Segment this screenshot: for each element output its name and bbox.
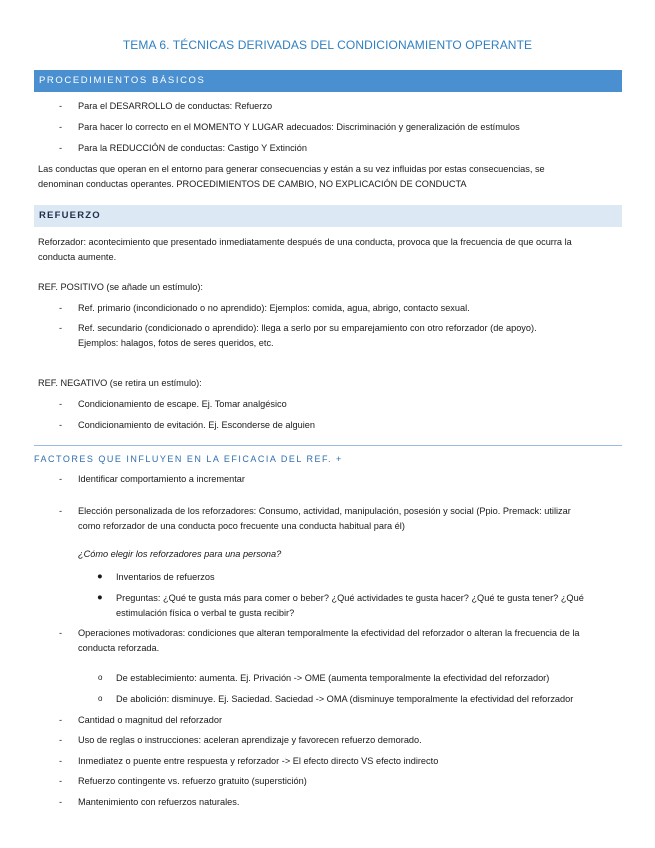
dash-marker: - <box>59 506 63 516</box>
list-item: Para la REDUCCIÓN de conductas: Castigo Y Extinción <box>78 143 307 153</box>
dash-marker: - <box>59 715 63 725</box>
bullet-marker: ● <box>97 592 103 603</box>
section-heading-factores: FACTORES QUE INFLUYEN EN LA EFICACIA DEL REF. + <box>34 445 622 468</box>
dash-marker: - <box>59 303 63 313</box>
list-item: Operaciones motivadoras: condiciones que alteran temporalmente la efectividad del reforzador o alteran la frecuencia de la <box>78 628 580 638</box>
question-text: ¿Cómo elegir los reforzadores para una persona? <box>78 549 282 559</box>
subheading-negative: REF. NEGATIVO (se retira un estímulo): <box>38 378 202 388</box>
dash-marker: - <box>59 122 63 132</box>
list-item: Cantidad o magnitud del reforzador <box>78 715 223 725</box>
bullet-item: Preguntas: ¿Qué te gusta más para comer o beber? ¿Qué actividades te gusta hacer? ¿Qué te gusta tener? ¿Qué <box>116 593 584 603</box>
dash-marker: - <box>59 399 63 409</box>
section-heading-refuerzo: REFUERZO <box>34 205 622 227</box>
dash-marker: - <box>59 323 63 333</box>
section-heading-procedimientos: PROCEDIMIENTOS BÁSICOS <box>34 70 622 92</box>
dash-marker: - <box>59 628 63 638</box>
dash-marker: - <box>59 735 63 745</box>
paragraph-line: denominan conductas operantes. PROCEDIMIENTOS DE CAMBIO, NO EXPLICACIÓN DE CONDUCTA <box>38 179 467 189</box>
bullet-item-continuation: estimulación física o verbal te gusta recibir? <box>116 608 295 618</box>
dash-marker: - <box>59 420 63 430</box>
subheading-positive: REF. POSITIVO (se añade un estímulo): <box>38 282 203 292</box>
paragraph-line: Las conductas que operan en el entorno para generar consecuencias y están a su vez influidas por estas consecuencias, se <box>38 164 545 174</box>
dash-marker: - <box>59 101 63 111</box>
list-item: Ref. secundario (condicionado o aprendido): llega a serlo por su emparejamiento con otro reforzador (de apoyo). <box>78 323 537 333</box>
dash-marker: - <box>59 143 63 153</box>
page-title: TEMA 6. TÉCNICAS DERIVADAS DEL CONDICIONAMIENTO OPERANTE <box>122 38 533 52</box>
dash-marker: - <box>59 776 63 786</box>
bullet-marker: ● <box>97 571 103 582</box>
list-item: Ref. primario (incondicionado o no aprendido): Ejemplos: comida, agua, abrigo, contacto sexual. <box>78 303 470 313</box>
bullet-item: Inventarios de refuerzos <box>116 572 215 582</box>
dash-marker: - <box>59 797 63 807</box>
circle-marker: o <box>98 694 103 703</box>
list-item: Condicionamiento de evitación. Ej. Esconderse de alguien <box>78 420 315 430</box>
sub-item: De establecimiento: aumenta. Ej. Privación -> OME (aumenta temporalmente la efectividad del reforzador) <box>116 673 550 683</box>
list-item: Inmediatez o puente entre respuesta y reforzador -> El efecto directo VS efecto indirecto <box>78 756 439 766</box>
list-item: Para el DESARROLLO de conductas: Refuerzo <box>78 101 273 111</box>
list-item: Para hacer lo correcto en el MOMENTO Y LUGAR adecuados: Discriminación y generalización de estímulos <box>78 122 520 132</box>
definition-line: Reforzador: acontecimiento que presentado inmediatamente después de una conducta, provoca que la frecuencia de que ocurra la <box>38 237 572 247</box>
list-item: Elección personalizada de los reforzadores: Consumo, actividad, manipulación, posesión y social (Ppio. Premack: utilizar <box>78 506 571 516</box>
list-item: Condicionamiento de escape. Ej. Tomar analgésico <box>78 399 287 409</box>
definition-line: conducta aumente. <box>38 252 117 262</box>
dash-marker: - <box>59 474 63 484</box>
list-item: Refuerzo contingente vs. refuerzo gratuito (superstición) <box>78 776 307 786</box>
list-item: Uso de reglas o instrucciones: aceleran aprendizaje y favorecen refuerzo demorado. <box>78 735 422 745</box>
list-item-continuation: conducta reforzada. <box>78 643 160 653</box>
list-item: Mantenimiento con refuerzos naturales. <box>78 797 240 807</box>
list-item-continuation: Ejemplos: halagos, fotos de seres queridos, etc. <box>78 338 274 348</box>
dash-marker: - <box>59 756 63 766</box>
sub-item: De abolición: disminuye. Ej. Saciedad. Saciedad -> OMA (disminuye temporalmente la efectividad del reforzador <box>116 694 574 704</box>
list-item-continuation: como reforzador de una conducta poco frecuente una conducta habitual para él) <box>78 521 405 531</box>
list-item: Identificar comportamiento a incrementar <box>78 474 245 484</box>
circle-marker: o <box>98 673 103 682</box>
